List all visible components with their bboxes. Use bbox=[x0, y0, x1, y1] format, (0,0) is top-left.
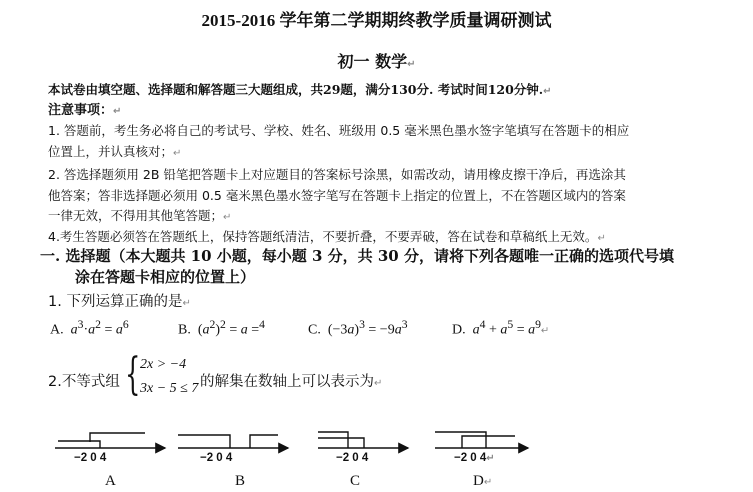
solution-bracket bbox=[435, 432, 486, 448]
question-2-prefix: 2.不等式组 bbox=[48, 374, 120, 390]
question-1-text: 1. 下列运算正确的是 bbox=[48, 294, 183, 310]
number-line-c-label: −2 0 4 bbox=[336, 452, 369, 464]
inequality-2: 3x − 5 ≤ 7 bbox=[140, 381, 199, 396]
return-mark: ↵ bbox=[113, 106, 122, 117]
question-2-suffix-text: 的解集在数轴上可以表示为 bbox=[200, 374, 374, 390]
option-a-label: A. bbox=[50, 322, 64, 338]
notice-text: 位置上，并认真核对； bbox=[48, 144, 174, 159]
option-a: A. $a^3\cdot a^2 = a^6$ bbox=[50, 318, 129, 338]
intro-text: 本试卷由填空题、选择题和解答题三大题组成，共29题，满分130分. 考试时间120分钟. bbox=[48, 82, 544, 97]
option-c: C. $(-3a)^3 = -9a^3$ bbox=[308, 318, 408, 338]
return-mark: ↵ bbox=[483, 477, 493, 488]
number-line-a-label: −2 0 4 bbox=[74, 452, 107, 464]
exam-title: 2015-2016 学年第二学期期终教学质量调研测试 bbox=[201, 11, 552, 30]
solution-bracket bbox=[250, 435, 278, 448]
option-d-label: D. bbox=[452, 322, 466, 338]
subtitle-text: 初一 数学 bbox=[337, 52, 408, 71]
number-line-b-label: −2 0 4 bbox=[200, 452, 233, 464]
notice-text: 他答案；答非选择题必须用 0.5 毫米黑色墨水签字笔写在答题卡上指定的位置上，不在答题区域内的答案 bbox=[48, 188, 626, 203]
choice-b-caption: B bbox=[235, 473, 246, 489]
solution-bracket bbox=[318, 432, 348, 448]
notice-text: 4.考生答题必须答在答题纸上，保持答题纸清洁，不要折叠，不要弄破，答在试卷和草稿纸上无效。 bbox=[48, 229, 598, 244]
option-b-label: B. bbox=[178, 322, 191, 338]
number-line-d-label bbox=[454, 452, 495, 464]
number-line-b bbox=[178, 435, 288, 448]
return-mark: ↵ bbox=[486, 453, 495, 464]
solution-bracket bbox=[178, 435, 230, 448]
solution-bracket bbox=[58, 441, 100, 448]
choice-d-text: D bbox=[473, 473, 484, 489]
return-mark: ↵ bbox=[223, 212, 232, 223]
return-mark: ↵ bbox=[374, 378, 383, 389]
number-line-c bbox=[318, 432, 408, 448]
choice-d-caption bbox=[473, 473, 492, 490]
return-mark: ↵ bbox=[182, 298, 191, 309]
number-line-d-label-text: −2 0 4 bbox=[454, 452, 487, 464]
option-c-label: C. bbox=[308, 322, 321, 338]
return-mark: ↵ bbox=[540, 325, 550, 337]
notice-text: 一律无效，不得用其他笔答题； bbox=[48, 208, 224, 223]
section-title-text: 涂在答题卡相应的位置上） bbox=[75, 268, 256, 286]
choice-a-caption: A bbox=[105, 473, 116, 489]
section-title: 一. 选择题（本大题共 10 小题，每小题 3 分，共 30 分，请将下列各题唯一正确的选项代号填 bbox=[40, 247, 674, 265]
solution-bracket bbox=[462, 436, 515, 448]
return-mark: ↵ bbox=[173, 148, 182, 159]
number-line-d bbox=[435, 432, 528, 448]
number-line-a bbox=[55, 433, 165, 448]
return-mark: ↵ bbox=[407, 59, 416, 70]
notice-text: 1. 答题前，考生务必将自己的考试号、学校、姓名、班级用 0.5 毫米黑色墨水签字笔填写在答题卡的相应 bbox=[48, 123, 630, 138]
option-d: D. $a^4 + a^5$ = $a^9↵$ bbox=[452, 318, 550, 338]
brace-glyph: { bbox=[125, 349, 141, 400]
inequality-1: 2x > −4 bbox=[140, 357, 187, 372]
choice-c-caption: C bbox=[350, 473, 361, 489]
option-b: B. $(a^2)^2 = a =^4$ bbox=[178, 318, 265, 338]
return-mark: ↵ bbox=[543, 86, 552, 97]
notice-text: 2. 答选择题须用 2B 铅笔把答题卡上对应题目的答案标号涂黑，如需改动，请用橡皮擦干净后，再选涂其 bbox=[48, 167, 626, 182]
notice-heading-text: 注意事项： bbox=[48, 103, 114, 118]
return-mark: ↵ bbox=[597, 233, 606, 244]
solution-bracket bbox=[318, 438, 364, 448]
